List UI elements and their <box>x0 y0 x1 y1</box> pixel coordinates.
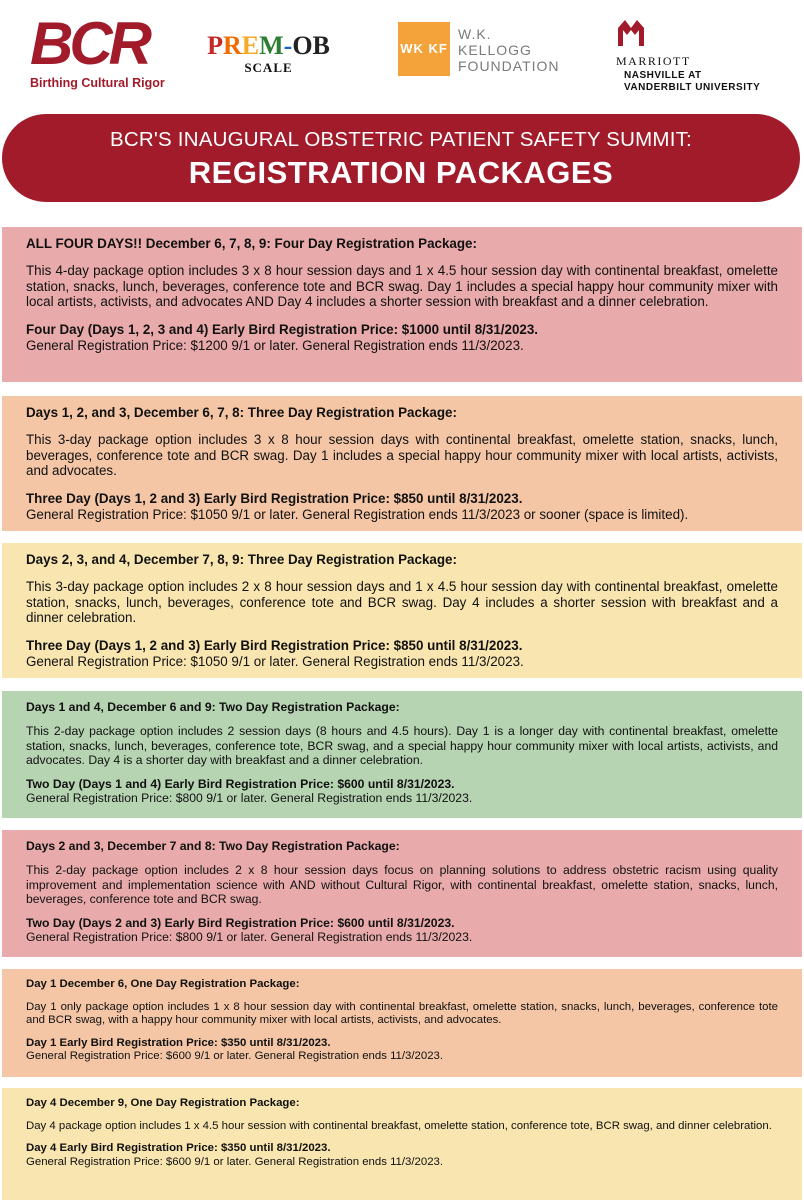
package-description: This 4-day package option includes 3 x 8 hour session days and 1 x 4.5 hour session day with continental breakfast, omelette station, snacks, lunch, beverages, conference tote and BCR swag. Day 1 includes a special happy hour community mixer with local artists, activists, and advocates AND Day 4 includes a shorter session with breakfast and a dinner celebration. <box>26 262 778 310</box>
package-title: Days 1, 2, and 3, December 6, 7, 8: Three Day Registration Package: <box>26 405 457 420</box>
package-title: Days 2, 3, and 4, December 7, 8, 9: Three Day Registration Package: <box>26 552 457 567</box>
package-description: This 2-day package option includes 2 session days (8 hours and 4.5 hours). Day 1 is a longer day with continental breakfast, omelette station, snacks, lunch, beverages, conference tote, BCR swag, and a special happy hour community mixer with local artists, activists, and advocates. Day 4 is a shorter day with breakfast and a dinner celebration. <box>26 724 778 767</box>
package-description: Day 1 only package option includes 1 x 8 hour session day with continental breakfast, omelette station, snacks, lunch, beverages, conference tote and BCR swag, with a happy hour community mixer with local artists, activists, and advocates. <box>26 1000 778 1027</box>
package-early-bird-price: Two Day (Days 1 and 4) Early Bird Registration Price: $600 until 8/31/2023. <box>26 777 455 792</box>
prem-ob-logo-mark: PREM-OB <box>207 31 330 60</box>
package-early-bird-price: Four Day (Days 1, 2, 3 and 4) Early Bird Registration Price: $1000 until 8/31/2023. <box>26 322 539 338</box>
package-early-bird-price: Day 1 Early Bird Registration Price: $350 until 8/31/2023. <box>26 1036 331 1049</box>
package-title: Day 1 December 6, One Day Registration Package: <box>26 978 300 990</box>
package-description: This 2-day package option includes 2 x 8 hour session days focus on planning solutions to address obstetric racism using quality improvement and implementation science with AND without Cultural Rigor, with continental breakfast, omelette station, snacks, lunch, beverages, conference tote and BCR swag. <box>26 863 778 906</box>
package-general-price: General Registration Price: $800 9/1 or later. General Registration ends 11/3/2023. <box>26 791 473 806</box>
package-one-day-4 <box>2 1088 802 1200</box>
package-general-price: General Registration Price: $600 9/1 or later. General Registration ends 11/3/2023. <box>26 1155 444 1168</box>
package-three-day-2-3-4 <box>2 543 802 678</box>
logo-bar <box>0 0 804 112</box>
package-one-day-1 <box>2 969 802 1077</box>
registration-packages-heading: REGISTRATION PACKAGES <box>188 155 614 190</box>
kellogg-logo-mark: WK KF <box>398 22 450 76</box>
package-title: Days 1 and 4, December 6 and 9: Two Day Registration Package: <box>26 700 400 714</box>
package-two-day-1-4 <box>2 691 802 818</box>
package-description: This 3-day package option includes 2 x 8 hour session days and 1 x 4.5 hour session day with continental breakfast, omelette station, snacks, lunch, beverages, conference tote and BCR swag. Day 4 includes a shorter session with breakfast and a dinner celebration. <box>26 578 778 626</box>
marriott-m-icon <box>616 16 646 48</box>
package-general-price: General Registration Price: $1050 9/1 or later. General Registration ends 11/3/2023. <box>26 653 524 669</box>
kellogg-foundation-logo <box>398 22 588 78</box>
package-early-bird-price: Three Day (Days 1, 2 and 3) Early Bird Registration Price: $850 until 8/31/2023. <box>26 638 523 654</box>
package-title: ALL FOUR DAYS!! December 6, 7, 8, 9: Four Day Registration Package: <box>26 236 477 251</box>
prem-ob-logo-scale: SCALE <box>244 60 293 75</box>
package-description: This 3-day package option includes 3 x 8 hour session days with continental breakfast, omelette station, snacks, lunch, beverages, conference tote and BCR swag. Day 1 includes a special happy hour community mixer with local artists, activists, and advocates. <box>26 431 778 479</box>
package-title: Days 2 and 3, December 7 and 8: Two Day Registration Package: <box>26 839 400 853</box>
package-two-day-2-3 <box>2 830 802 957</box>
kellogg-logo-text: W.K. KELLOGG FOUNDATION <box>458 26 560 74</box>
bcr-logo-mark: BCR <box>30 10 148 77</box>
bcr-logo-tagline: Birthing Cultural Rigor <box>30 76 165 90</box>
package-general-price: General Registration Price: $1200 9/1 or later. General Registration ends 11/3/2023. <box>26 337 524 353</box>
marriott-location: NASHVILLE AT VANDERBILT UNIVERSITY <box>624 70 761 93</box>
marriott-name: MARRIOTT <box>616 54 691 68</box>
prem-ob-logo <box>196 32 341 82</box>
package-description: Day 4 package option includes 1 x 4.5 hour session with continental breakfast, omelette station, conference tote, BCR swag, and dinner celebration. <box>26 1119 772 1132</box>
package-title: Day 4 December 9, One Day Registration Package: <box>26 1097 300 1109</box>
package-four-day <box>2 227 802 382</box>
summit-title: BCR'S INAUGURAL OBSTETRIC PATIENT SAFETY SUMMIT: <box>110 128 692 151</box>
package-early-bird-price: Three Day (Days 1, 2 and 3) Early Bird Registration Price: $850 until 8/31/2023. <box>26 491 523 507</box>
package-three-day-1-2-3 <box>2 396 802 531</box>
package-early-bird-price: Two Day (Days 2 and 3) Early Bird Registration Price: $600 until 8/31/2023. <box>26 916 455 931</box>
bcr-logo <box>30 10 165 102</box>
marriott-logo <box>612 16 777 100</box>
package-general-price: General Registration Price: $1050 9/1 or later. General Registration ends 11/3/2023 or sooner (space is limited). <box>26 506 689 522</box>
package-general-price: General Registration Price: $800 9/1 or later. General Registration ends 11/3/2023. <box>26 930 473 945</box>
package-general-price: General Registration Price: $600 9/1 or later. General Registration ends 11/3/2023. <box>26 1050 444 1063</box>
summit-banner <box>2 114 800 202</box>
package-early-bird-price: Day 4 Early Bird Registration Price: $350 until 8/31/2023. <box>26 1142 331 1155</box>
